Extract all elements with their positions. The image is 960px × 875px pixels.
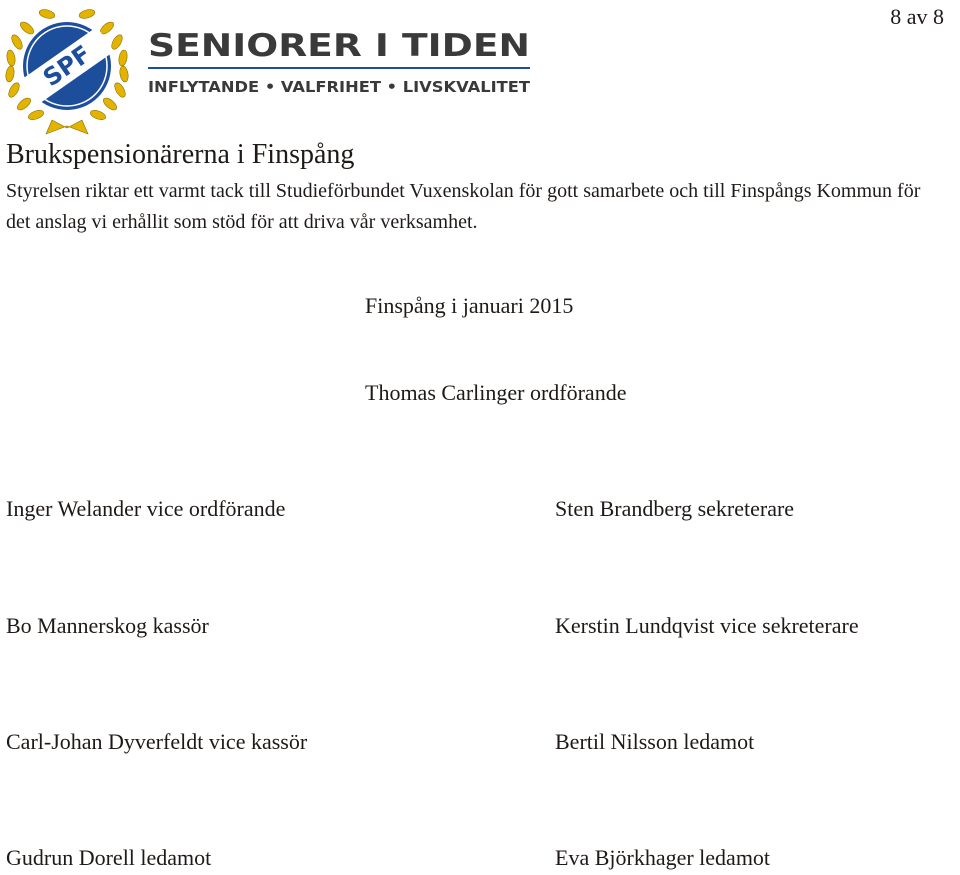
thank-you-paragraph: Styrelsen riktar ett varmt tack till Studieförbundet Vuxenskolan för gott samarbete och till Finspångs Kommun för det anslag vi erhållit som stöd för att driva vår verksamhet.	[6, 180, 921, 233]
board-member: Gudrun Dorell ledamot	[6, 845, 212, 870]
board-member: Kerstin Lundqvist vice sekreterare	[555, 613, 859, 638]
svg-text:SENIORER I TIDEN: SENIORER I TIDEN	[148, 28, 530, 64]
board-member: Bo Mannerskog kassör	[6, 613, 209, 638]
board-member: Sten Brandberg sekreterare	[555, 496, 795, 521]
svg-text:SPF: SPF	[37, 39, 97, 93]
chairperson: Thomas Carlinger ordförande	[365, 380, 627, 405]
page-number: 8 av 8	[890, 4, 944, 29]
board-member: Eva Björkhager ledamot	[555, 845, 771, 870]
organization-title: Brukspensionärerna i Finspång	[6, 139, 355, 170]
seniorer-i-tiden-wordmark	[148, 28, 538, 98]
board-member: Bertil Nilsson ledamot	[555, 729, 755, 754]
board-member: Carl-Johan Dyverfeldt vice kassör	[6, 729, 308, 754]
spf-emblem-logo	[2, 2, 132, 136]
place-and-date: Finspång i januari 2015	[365, 293, 574, 318]
board-member: Inger Welander vice ordförande	[6, 496, 286, 521]
svg-text:INFLYTANDE • VALFRIHET • LIVSK: INFLYTANDE • VALFRIHET • LIVSKVALITET	[148, 78, 531, 96]
